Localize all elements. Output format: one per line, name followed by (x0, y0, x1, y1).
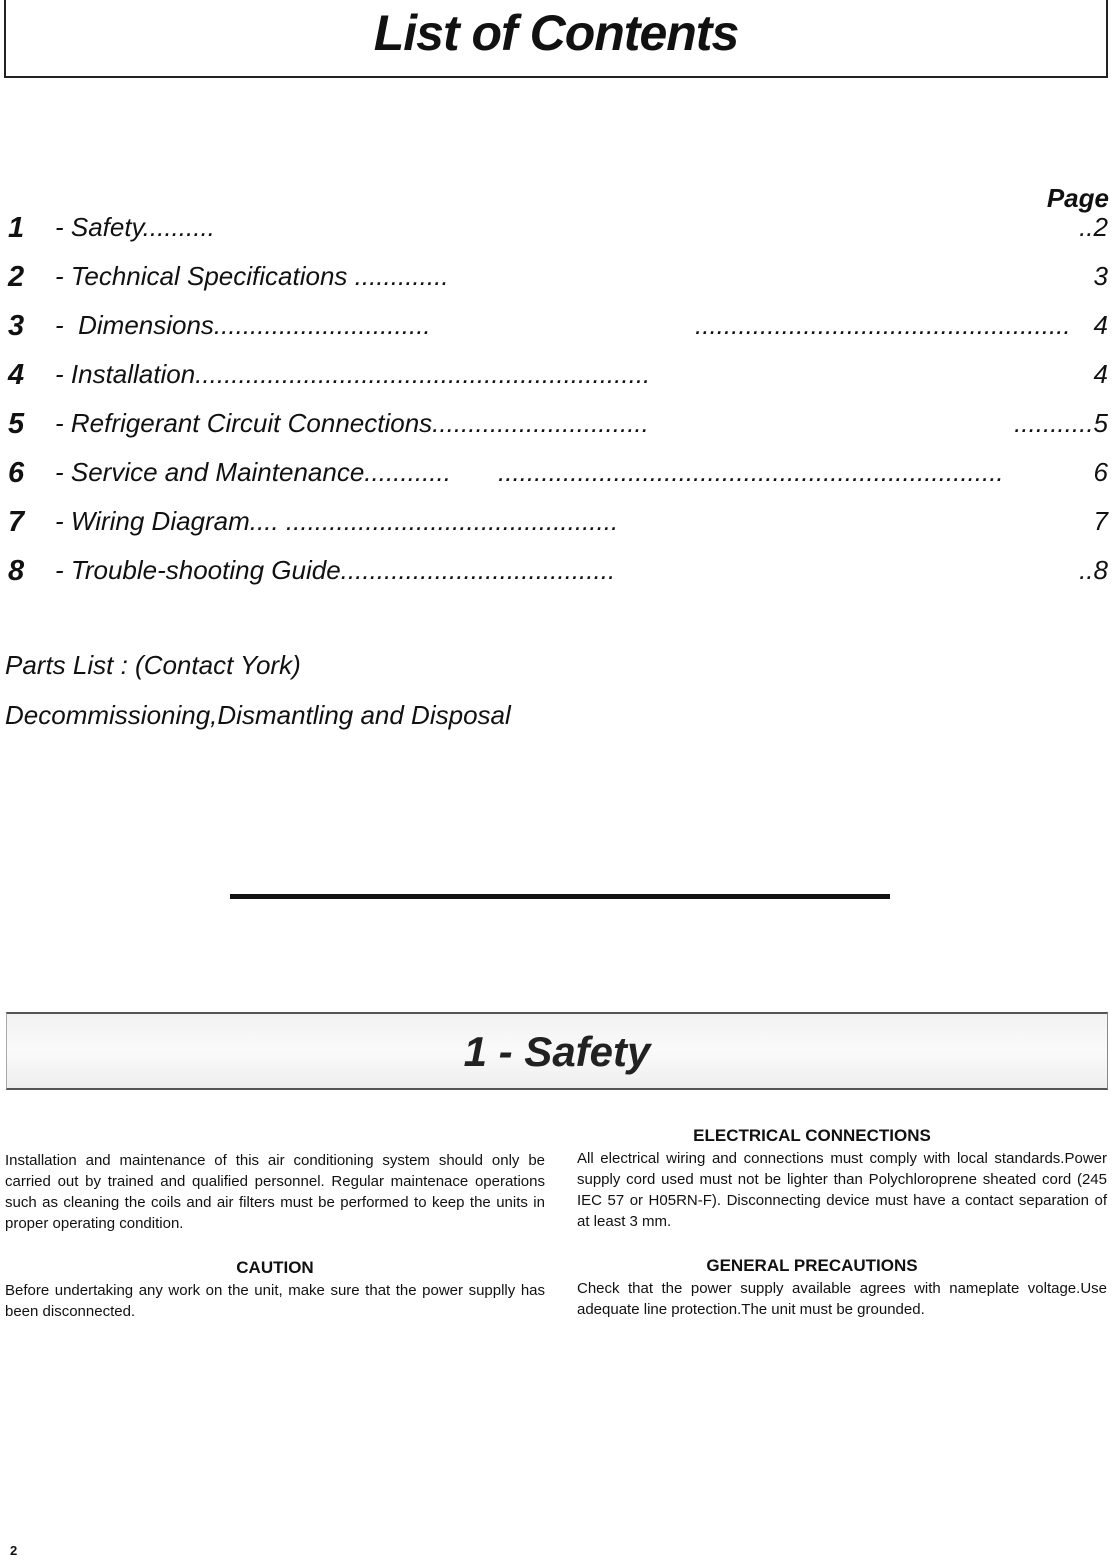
toc-page: ..2 (1079, 212, 1108, 242)
toc-label: - Refrigerant Circuit Connections.............................. (55, 408, 649, 438)
general-precautions-paragraph: Check that the power supply available agrees with nameplate voltage.Use adequate line protection.The unit must be grounded. (577, 1280, 1107, 1318)
parts-list-entry: Parts List : (Contact York) (5, 650, 301, 680)
section-banner (6, 1012, 1108, 1090)
toc-number: 7 (8, 506, 25, 538)
page-column-header: Page (1046, 183, 1109, 213)
electrical-heading: ELECTRICAL CONNECTIONS (693, 1126, 931, 1145)
toc-row (0, 408, 1110, 448)
page-number: 2 (10, 1543, 18, 1558)
toc-number: 2 (8, 261, 25, 293)
toc-number: 5 (8, 408, 25, 440)
left-column (5, 1150, 545, 1322)
toc-row (0, 555, 1110, 595)
toc-label: - Dimensions.............................. (55, 310, 431, 340)
toc-number: 1 (8, 212, 25, 244)
right-column (577, 1124, 1107, 1320)
toc-page: 7 (1093, 506, 1108, 536)
toc-label: - Service and Maintenance............ (55, 457, 451, 487)
general-precautions-heading: GENERAL PRECAUTIONS (706, 1256, 918, 1275)
toc-label: - Trouble-shooting Guide...................................... (55, 555, 616, 585)
page-title: List of Contents (373, 5, 739, 61)
intro-paragraph: Installation and maintenance of this air conditioning system should only be carried out by trained and qualified personnel. Regular maintenace operations such as cleaning the coils and air filters must be performed to keep the units in proper operating condition. (5, 1152, 545, 1232)
toc-row (0, 212, 1110, 252)
divider-rule (230, 894, 890, 899)
toc-number: 3 (8, 310, 25, 342)
decommissioning-entry: Decommissioning,Dismantling and Disposal (5, 700, 511, 730)
toc-number: 6 (8, 457, 25, 489)
toc-label: - Safety.......... (55, 212, 215, 242)
toc-page: 4 (1093, 359, 1108, 389)
toc-row (0, 506, 1110, 546)
toc-page: 3 (1093, 261, 1108, 291)
toc-row (0, 310, 1110, 350)
electrical-paragraph: All electrical wiring and connections must comply with local standards.Power supply cord used must not be lighter than Polychloroprene sheated cord (245 IEC 57 or H05RN-F). Disconnecting device must have a contact separation of at least 3 mm. (577, 1150, 1107, 1230)
section-title: 1 - Safety (463, 1028, 651, 1075)
toc-label: - Installation............................................................... (55, 359, 651, 389)
toc-page: 6 (1093, 457, 1108, 487)
toc-number: 4 (8, 359, 25, 391)
toc-page: 4 (1093, 310, 1108, 340)
toc-label: - Wiring Diagram.... .............................................. (55, 506, 619, 536)
toc-row (0, 457, 1110, 497)
toc-leader-dots: ...................................................................... (498, 457, 1004, 487)
toc-row (0, 359, 1110, 399)
caution-paragraph: Before undertaking any work on the unit, make sure that the power supplly has been disconnected. (5, 1282, 545, 1320)
toc-row (0, 261, 1110, 301)
toc-leader-dots: .................................................... (695, 310, 1071, 340)
toc-page: ...........5 (1014, 408, 1108, 438)
toc-number: 8 (8, 555, 25, 587)
title-box (4, 0, 1108, 78)
caution-heading: CAUTION (236, 1258, 314, 1277)
toc-label: - Technical Specifications ............. (55, 261, 449, 291)
toc-page: ..8 (1079, 555, 1108, 585)
